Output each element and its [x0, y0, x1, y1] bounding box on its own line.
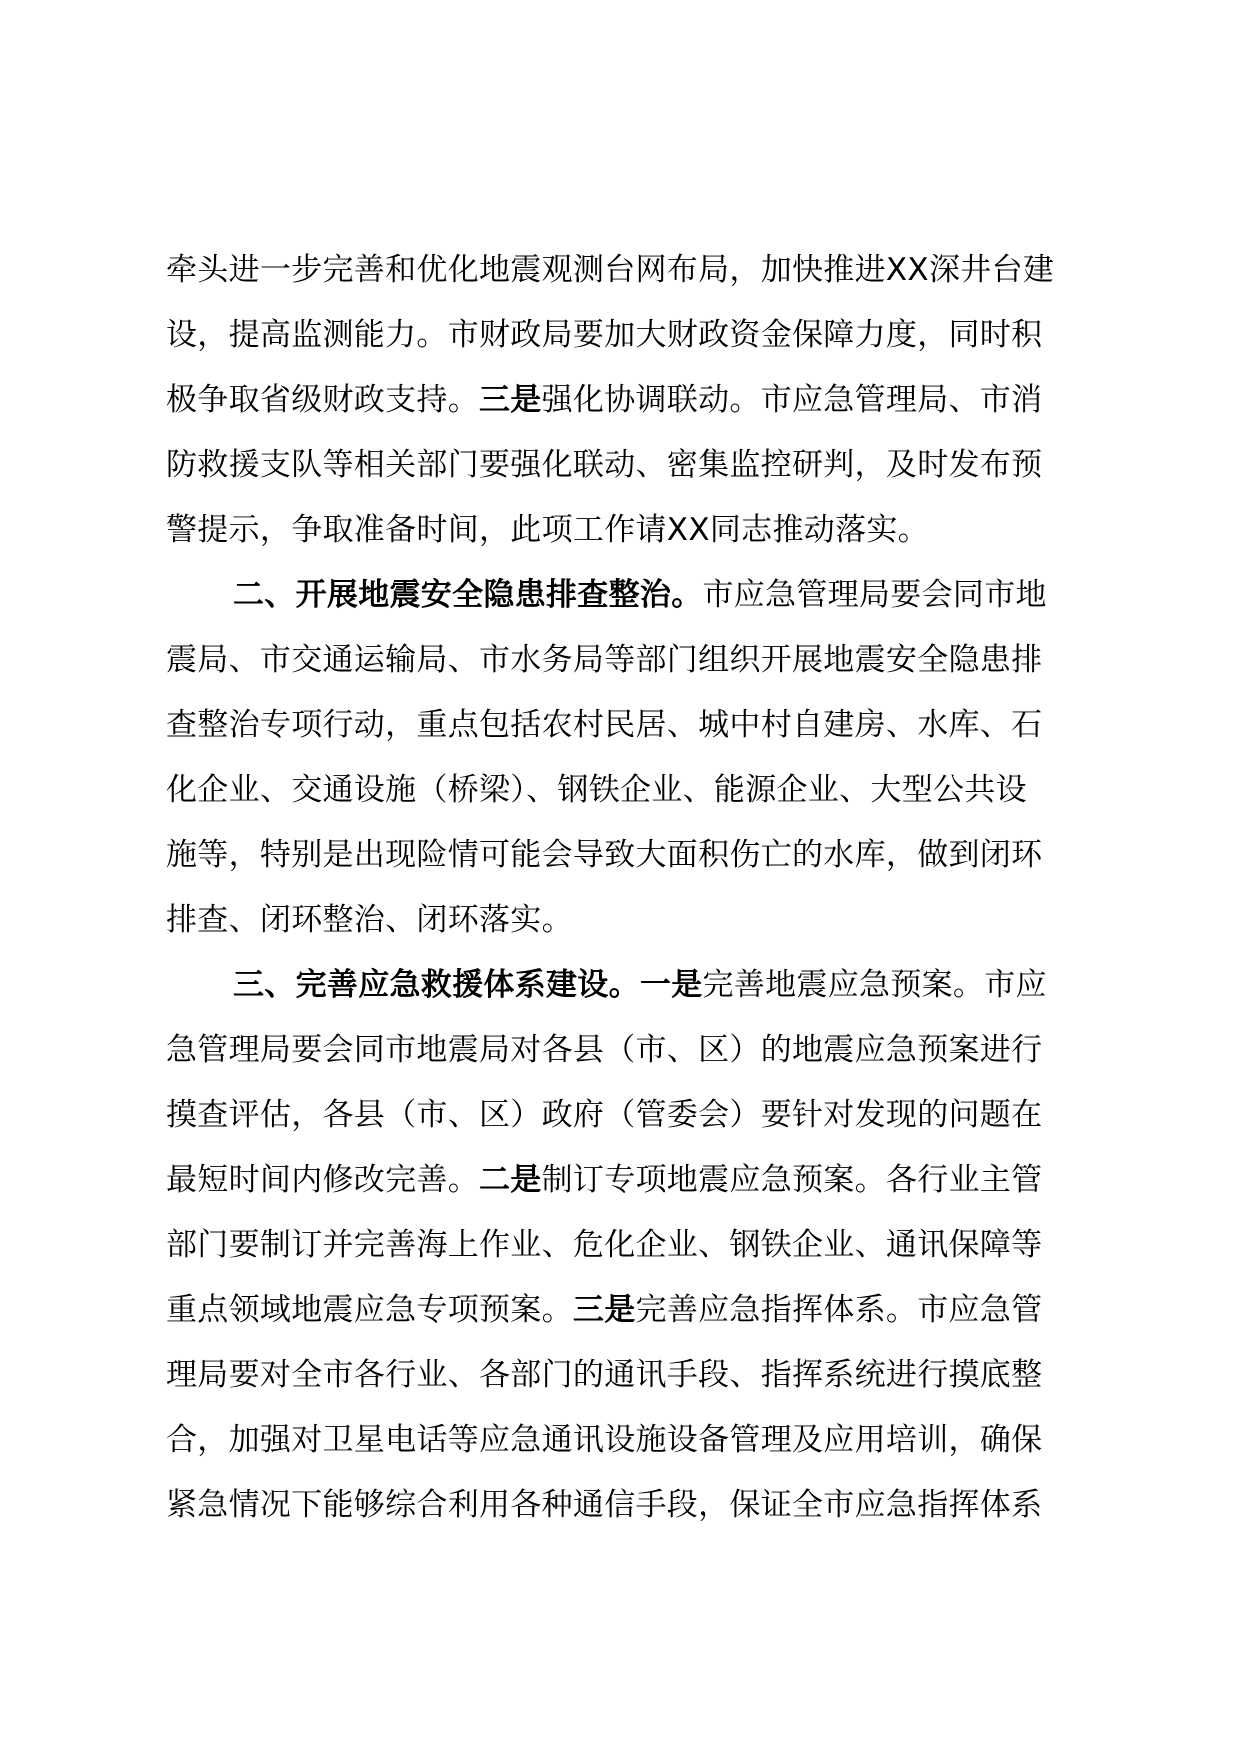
section-heading-3-line: 三、完善应急救援体系建设。一是完善地震应急预案。市应	[233, 967, 1047, 1003]
text-line-1: 牵头进一步完善和优化地震观测台网布局，加快推进XX深井台建	[166, 252, 1055, 288]
text-line-16: 部门要制订并完善海上作业、危化企业、钢铁企业、通讯保障等	[166, 1227, 1043, 1263]
text-line-7: 震局、市交通运输局、市水务局等部门组织开展地震安全隐患排	[166, 642, 1043, 678]
text-line-11: 排查、闭环整治、闭环落实。	[166, 902, 573, 938]
text-line-9: 化企业、交通设施（桥梁）、钢铁企业、能源企业、大型公共设	[166, 772, 1027, 808]
section-heading-3: 三、完善应急救援体系建设。	[233, 967, 640, 1003]
text-line-5: 警提示，争取准备时间，此项工作请XX同志推动落实。	[166, 512, 929, 548]
bold-marker-three-b: 三是	[572, 1292, 636, 1328]
text-line-2: 设，提高监测能力。市财政局要加大财政资金保障力度，同时积	[166, 317, 1043, 353]
text-line-15: 最短时间内修改完善。二是制订专项地震应急预案。各行业主管	[166, 1162, 1043, 1198]
text-line-13: 急管理局要会同市地震局对各县（市、区）的地震应急预案进行	[166, 1032, 1043, 1068]
text-line-3: 极争取省级财政支持。三是强化协调联动。市应急管理局、市消	[166, 382, 1043, 418]
text-line-18: 理局要对全市各行业、各部门的通讯手段、指挥系统进行摸底整	[166, 1357, 1043, 1393]
text-line-8: 查整治专项行动，重点包括农村民居、城中村自建房、水库、石	[166, 707, 1043, 743]
text-line-10: 施等，特别是出现险情可能会导致大面积伤亡的水库，做到闭环	[166, 837, 1043, 873]
text-line-4: 防救援支队等相关部门要强化联动、密集监控研判，及时发布预	[166, 447, 1043, 483]
document-body	[166, 238, 1086, 1538]
text-line-14: 摸查评估，各县（市、区）政府（管委会）要针对发现的问题在	[166, 1097, 1043, 1133]
bold-marker-two: 二是	[479, 1162, 542, 1198]
bold-marker-three: 三是	[479, 382, 542, 418]
bold-marker-one: 一是	[639, 967, 703, 1003]
text-line-20: 紧急情况下能够综合利用各种通信手段，保证全市应急指挥体系	[166, 1487, 1043, 1523]
text-line-17: 重点领域地震应急专项预案。三是完善应急指挥体系。市应急管	[166, 1292, 1043, 1328]
text-line-19: 合，加强对卫星电话等应急通讯设施设备管理及应用培训，确保	[166, 1422, 1043, 1458]
section-heading-2-line: 二、开展地震安全隐患排查整治。市应急管理局要会同市地	[233, 577, 1047, 613]
section-heading-2: 二、开展地震安全隐患排查整治。	[233, 577, 703, 613]
